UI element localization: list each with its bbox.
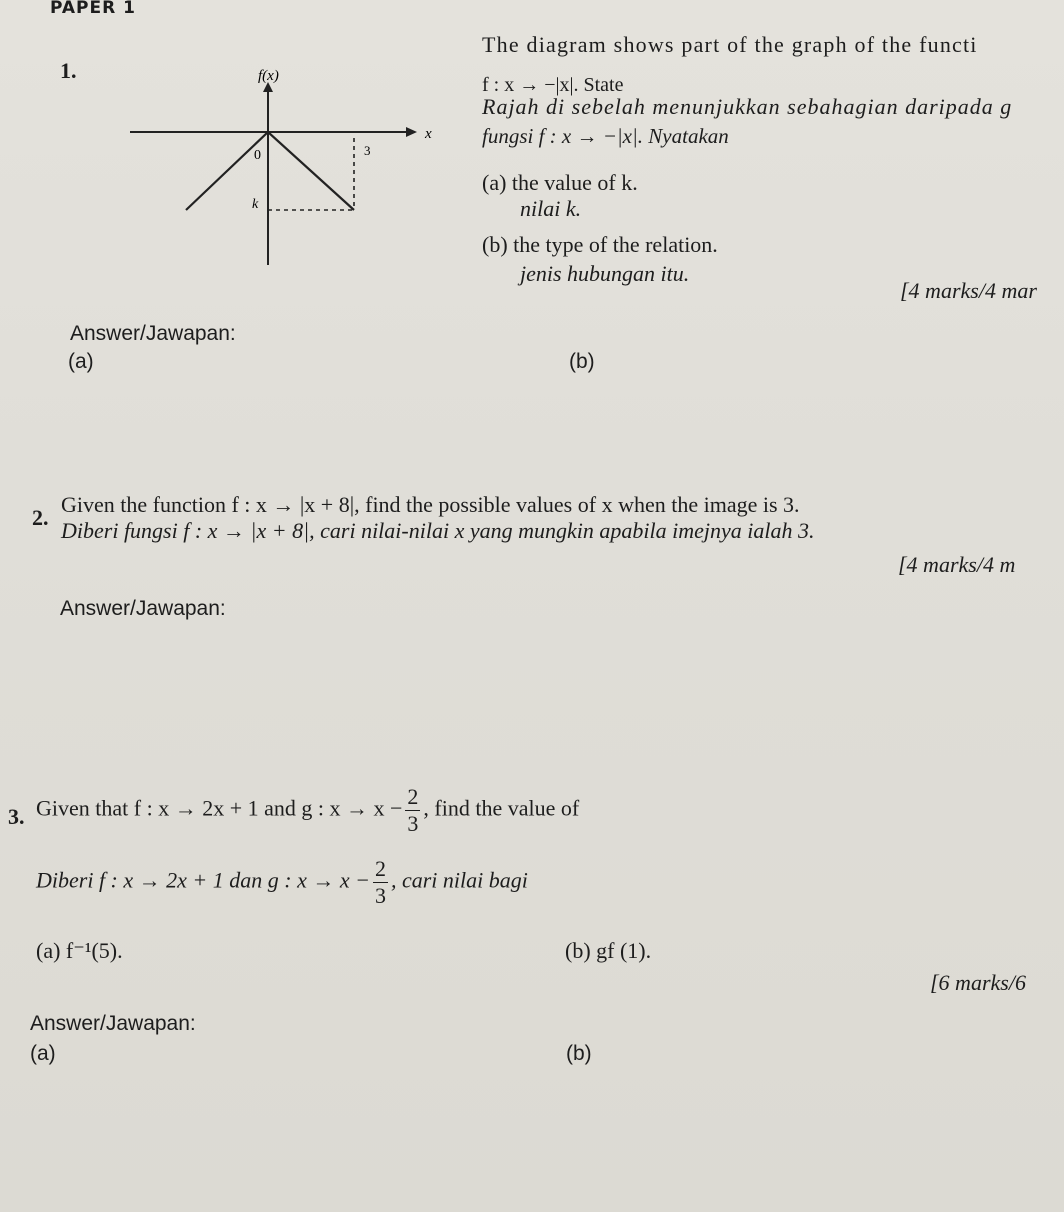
q1-number: 1.	[60, 58, 77, 83]
q3-fraction-2: $\frac{2}{3}$	[374, 856, 386, 908]
q3-part-b: (b) gf (1).	[565, 938, 652, 963]
k-label: k	[252, 197, 259, 212]
q3-answer-label: Answer/Jawapan:	[30, 1012, 196, 1035]
q1-graph	[128, 60, 458, 270]
q2-answer-label: Answer/Jawapan:	[60, 597, 226, 620]
x-axis-arrow-icon	[406, 127, 417, 137]
x-axis-label: x	[425, 126, 432, 142]
q3-answer-a: (a)	[30, 1042, 56, 1065]
y-axis-label: f(x)	[258, 68, 279, 84]
q1-line4: fungsi f : x → −|x|. Nyatakan	[482, 124, 729, 148]
paper-header: PAPER 1	[50, 0, 136, 18]
q1-part-a-malay: nilai k.	[520, 196, 582, 221]
x-tick-label: 3	[364, 143, 371, 158]
origin-label: 0	[254, 148, 261, 163]
q1-answer-b: (b)	[569, 350, 595, 373]
q1-line2: f : x → −|x|. State	[482, 74, 624, 96]
q1-line3: Rajah di sebelah menunjukkan sebahagian daripada g	[482, 94, 1013, 119]
q3-number: 3.	[8, 804, 25, 829]
q1-part-a: (a) the value of k.	[482, 170, 638, 195]
q2-line2: Diberi fungsi f : x → |x + 8|, cari nilai-nilai x yang mungkin apabila imejnya ialah 3.	[61, 518, 815, 543]
q1-line1: The diagram shows part of the graph of the functi	[482, 32, 978, 57]
q1-answer-a: (a)	[68, 350, 94, 373]
q1-marks: [4 marks/4 mar	[900, 278, 1037, 303]
q1-answer-label: Answer/Jawapan:	[70, 322, 236, 345]
q3-line1: Given that f : x → 2x + 1 and g : x → x − $\frac{2}{3}$ , find the value of	[36, 784, 580, 836]
q1-part-b-malay: jenis hubungan itu.	[520, 261, 690, 286]
q1-part-b: (b) the type of the relation.	[482, 232, 718, 257]
q3-fraction-1: $\frac{2}{3}$	[407, 784, 419, 836]
q3-marks: [6 marks/6	[930, 970, 1026, 995]
q3-answer-b: (b)	[566, 1042, 592, 1065]
graph-line	[186, 132, 354, 210]
q3-part-a: (a) f⁻¹(5).	[36, 938, 123, 963]
q2-number: 2.	[32, 505, 49, 530]
q2-line1: Given the function f : x → |x + 8|, find the possible values of x when the image is 3.	[61, 492, 800, 517]
q2-marks: [4 marks/4 m	[898, 552, 1016, 577]
q3-line2: Diberi f : x → 2x + 1 dan g : x → x − $\frac{2}{3}$ , cari nilai bagi	[36, 856, 528, 908]
